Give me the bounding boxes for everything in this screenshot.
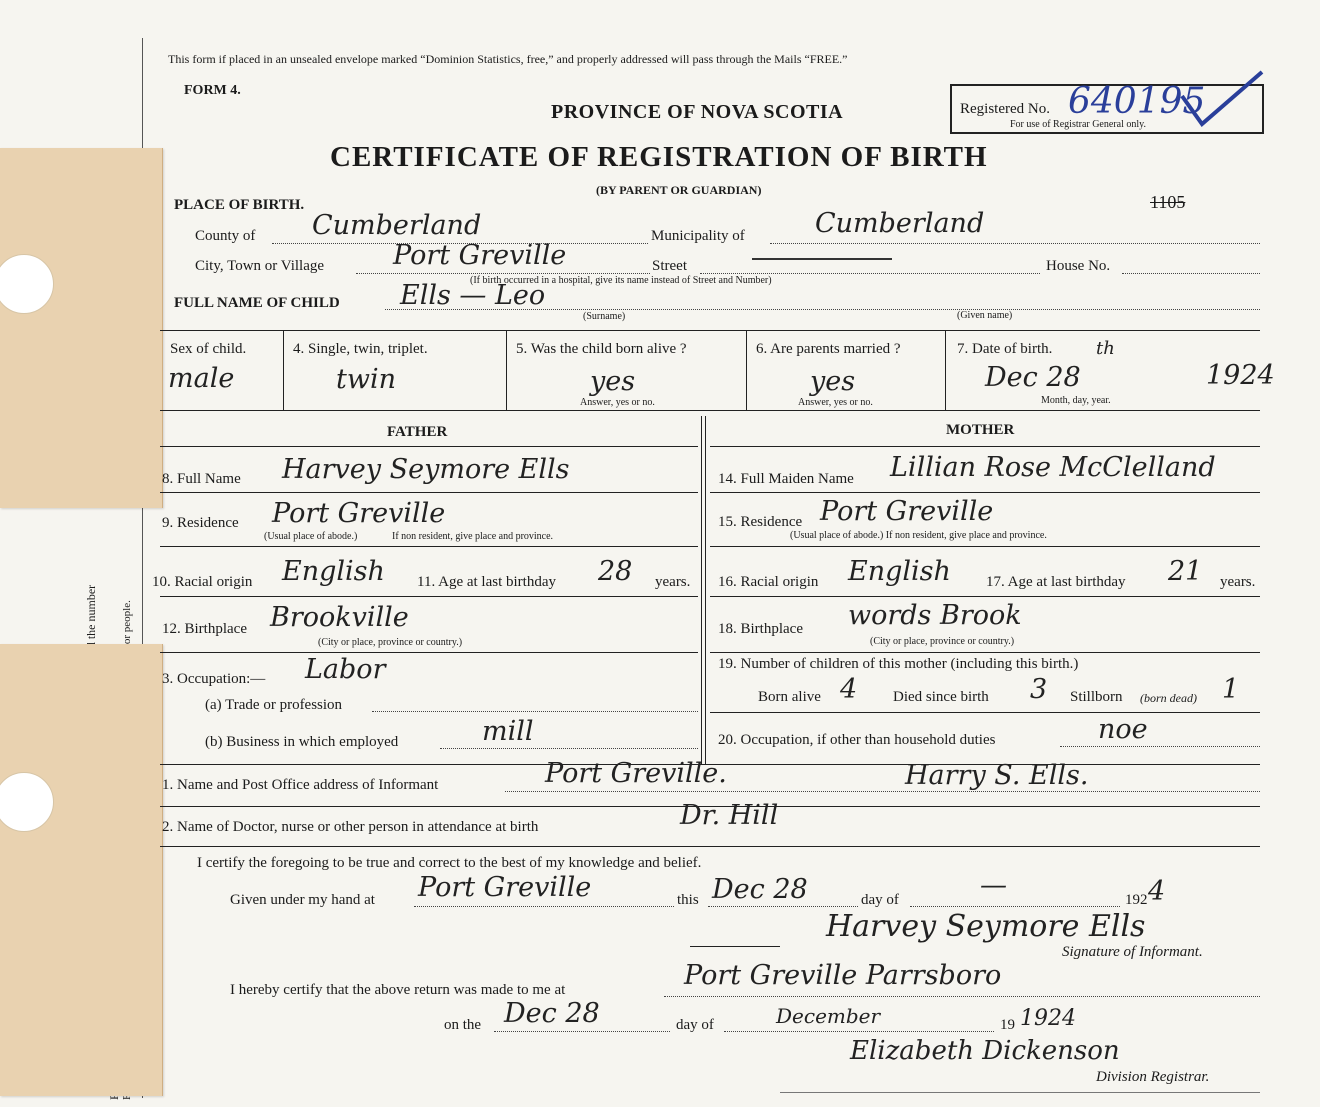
registrar-caption: Division Registrar. xyxy=(1096,1069,1210,1085)
date-of-birth-value: Dec 28 xyxy=(985,362,1081,393)
mother-rule xyxy=(710,546,1260,547)
center-divider xyxy=(705,416,706,764)
business-line xyxy=(440,748,698,749)
mother-racial-label: 16. Racial origin xyxy=(718,574,819,590)
year-prefix-2: 19 xyxy=(1000,1017,1015,1033)
date-of-birth-year: 1924 xyxy=(1206,360,1275,391)
informant-signature-caption: Signature of Informant. xyxy=(1062,944,1203,960)
county-label: County of xyxy=(195,228,256,244)
parents-married-label: 6. Are parents married ? xyxy=(756,341,901,357)
binder-tab-bottom xyxy=(0,644,163,1096)
mother-occupation-value: noe xyxy=(1098,714,1148,745)
died-label: Died since birth xyxy=(893,689,989,705)
mother-birthplace-value: words Brook xyxy=(848,600,1022,631)
business-value: mill xyxy=(482,716,534,747)
binder-tab-top xyxy=(0,148,163,508)
col-divider xyxy=(746,330,747,410)
father-rule xyxy=(160,652,698,653)
given-name-caption: (Given name) xyxy=(957,310,1013,321)
father-birthplace-label: 12. Birthplace xyxy=(162,621,247,637)
trade-label: (a) Trade or profession xyxy=(205,697,343,713)
year-value: 4 xyxy=(1148,876,1166,907)
mother-name-label: 14. Full Maiden Name xyxy=(718,471,854,487)
child-name-label: FULL NAME OF CHILD xyxy=(174,295,340,311)
informant-place: Port Greville. xyxy=(545,758,727,789)
date-of-birth-label: 7. Date of birth. xyxy=(957,341,1053,357)
day-of-value: — xyxy=(980,870,1007,901)
parents-married-value: yes xyxy=(810,366,856,397)
day-of-label-2: day of xyxy=(676,1017,714,1033)
bottom-rule xyxy=(780,1092,1260,1093)
municipality-label: Municipality of xyxy=(651,228,745,244)
punch-hole xyxy=(0,254,54,314)
day-of-line xyxy=(910,906,1120,907)
father-years: years. xyxy=(655,574,691,590)
street-dash xyxy=(752,258,892,260)
stillborn-note: (born dead) xyxy=(1140,691,1197,705)
registrar-statement: I hereby certify that the above return was made to me at xyxy=(230,982,566,998)
children-label: 19. Number of children of this mother (including this birth.) xyxy=(718,656,1079,672)
father-age-value: 28 xyxy=(598,556,633,587)
this-value: Dec 28 xyxy=(712,874,808,905)
mother-racial-value: English xyxy=(848,556,951,587)
father-nonresident-caption: If non resident, give place and province. xyxy=(392,531,554,542)
mother-birthplace-label: 18. Birthplace xyxy=(718,621,803,637)
on-the-label: on the xyxy=(444,1017,482,1033)
father-residence-label: 9. Residence xyxy=(162,515,239,531)
city-label: City, Town or Village xyxy=(195,258,325,274)
col-divider xyxy=(945,330,946,410)
informant-label: 1. Name and Post Office address of Informant xyxy=(162,777,439,793)
punch-hole xyxy=(0,772,54,832)
trade-line xyxy=(372,711,698,712)
page-title: CERTIFICATE OF REGISTRATION OF BIRTH xyxy=(330,141,988,173)
col-divider xyxy=(506,330,507,410)
municipality-value: Cumberland xyxy=(815,208,985,239)
father-occupation-value: Labor xyxy=(305,654,386,685)
place-of-birth-label: PLACE OF BIRTH. xyxy=(174,197,305,213)
registered-label: Registered No. xyxy=(960,101,1050,117)
father-racial-label: 10. Racial origin xyxy=(152,574,253,590)
mother-rule xyxy=(710,492,1260,493)
father-occupation-label: 3. Occupation:— xyxy=(162,671,266,687)
father-rule xyxy=(160,546,698,547)
checkmark-icon xyxy=(1178,66,1268,130)
business-label: (b) Business in which employed xyxy=(205,734,399,750)
section-rule xyxy=(160,846,1260,847)
this-label: this xyxy=(677,892,699,908)
subtitle: (BY PARENT OR GUARDIAN) xyxy=(596,183,762,197)
given-place-line xyxy=(414,906,674,907)
mother-years: years. xyxy=(1220,574,1256,590)
county-value: Cumberland xyxy=(312,210,482,241)
father-residence-caption: (Usual place of abode.) xyxy=(264,531,358,542)
house-label: House No. xyxy=(1046,258,1111,274)
center-divider xyxy=(701,416,702,764)
col-divider xyxy=(283,330,284,410)
mother-residence-value: Port Greville xyxy=(820,496,994,527)
stillborn-count: 1 xyxy=(1222,674,1240,705)
registrar-note: For use of Registrar General only. xyxy=(1010,119,1146,130)
municipality-line xyxy=(770,243,1260,244)
given-place: Port Greville xyxy=(418,872,592,903)
informant-signature: Harvey Seymore Ells xyxy=(826,909,1146,944)
doctor-value: Dr. Hill xyxy=(680,800,779,831)
father-rule xyxy=(160,596,698,597)
mother-rule xyxy=(710,712,1260,713)
hospital-note: (If birth occurred in a hospital, give its name instead of Street and Number) xyxy=(470,275,772,286)
born-alive-count-label: Born alive xyxy=(758,689,821,705)
street-line xyxy=(700,273,1040,274)
date-suffix: th xyxy=(1096,338,1115,359)
street-label: Street xyxy=(652,258,687,274)
struck-number: 1105 xyxy=(1150,192,1186,212)
city-line xyxy=(356,273,650,274)
mother-residence-caption: (Usual place of abode.) If non resident, give place and province. xyxy=(790,530,1047,541)
day-of-label: day of xyxy=(861,892,899,908)
born-alive-count: 4 xyxy=(840,674,858,705)
mother-occupation-line xyxy=(1060,746,1260,747)
father-birthplace-value: Brookville xyxy=(270,602,409,633)
mother-age-label: 17. Age at last birthday xyxy=(986,574,1126,590)
city-value: Port Greville xyxy=(393,240,567,271)
parents-married-caption: Answer, yes or no. xyxy=(798,397,873,408)
row-divider xyxy=(160,330,1260,331)
born-alive-caption: Answer, yes or no. xyxy=(580,397,655,408)
registrar-place: Port Greville Parrsboro xyxy=(684,960,1002,991)
mother-age-value: 21 xyxy=(1168,556,1203,587)
date-caption: Month, day, year. xyxy=(1041,395,1111,406)
father-rule xyxy=(160,446,698,447)
father-name-value: Harvey Seymore Ells xyxy=(282,454,570,485)
mother-rule xyxy=(710,652,1260,653)
father-age-label: 11. Age at last birthday xyxy=(417,574,556,590)
father-heading: FATHER xyxy=(387,424,448,440)
stillborn-label: Stillborn xyxy=(1070,689,1123,705)
father-rule xyxy=(160,492,698,493)
mother-name-value: Lillian Rose McClelland xyxy=(890,452,1216,483)
house-line xyxy=(1122,273,1260,274)
single-twin-value: twin xyxy=(336,364,396,395)
on-the-value: Dec 28 xyxy=(504,998,600,1029)
mother-occupation-label: 20. Occupation, if other than household duties xyxy=(718,732,996,748)
this-line xyxy=(708,906,858,907)
mail-notice: This form if placed in an unsealed envelope marked “Dominion Statistics, free,” and properly addressed will pass through the Mails “FREE.” xyxy=(168,52,848,66)
row-divider xyxy=(160,410,1260,411)
form-number: FORM 4. xyxy=(184,83,241,98)
registrar-place-line xyxy=(664,996,1260,997)
mother-rule xyxy=(710,596,1260,597)
day-of-value-2: December xyxy=(776,1004,881,1028)
mother-residence-label: 15. Residence xyxy=(718,514,803,530)
year-prefix: 192 xyxy=(1125,892,1148,908)
day-of-line-2 xyxy=(724,1031,994,1032)
mother-rule xyxy=(710,446,1260,447)
died-count: 3 xyxy=(1030,674,1048,705)
father-residence-value: Port Greville xyxy=(272,498,446,529)
short-rule xyxy=(690,946,780,947)
single-twin-label: 4. Single, twin, triplet. xyxy=(293,341,428,357)
registered-number: 640195 xyxy=(1068,81,1206,122)
father-birthplace-caption: (City or place, province or country.) xyxy=(318,637,463,648)
sex-label: Sex of child. xyxy=(170,341,247,357)
province-heading: PROVINCE OF NOVA SCOTIA xyxy=(551,101,844,123)
father-name-label: 8. Full Name xyxy=(162,471,241,487)
born-alive-value: yes xyxy=(590,366,636,397)
given-label: Given under my hand at xyxy=(230,892,375,908)
registrar-signature: Elizabeth Dickenson xyxy=(850,1036,1120,1066)
certify-statement: I certify the foregoing to be true and correct to the best of my knowledge and belief. xyxy=(197,855,702,871)
surname-caption: (Surname) xyxy=(583,311,626,322)
mother-heading: MOTHER xyxy=(946,422,1015,438)
father-racial-value: English xyxy=(282,556,385,587)
child-name-value: Ells — Leo xyxy=(400,280,546,311)
born-alive-label: 5. Was the child born alive ? xyxy=(516,341,687,357)
mother-birthplace-caption: (City or place, province or country.) xyxy=(870,636,1015,647)
informant-name: Harry S. Ells. xyxy=(905,760,1089,791)
doctor-label: 2. Name of Doctor, nurse or other person in attendance at birth xyxy=(162,819,539,835)
year-value-2: 1924 xyxy=(1020,1006,1076,1031)
sex-value: male xyxy=(168,363,235,394)
on-the-line xyxy=(494,1031,670,1032)
informant-line xyxy=(505,791,1260,792)
